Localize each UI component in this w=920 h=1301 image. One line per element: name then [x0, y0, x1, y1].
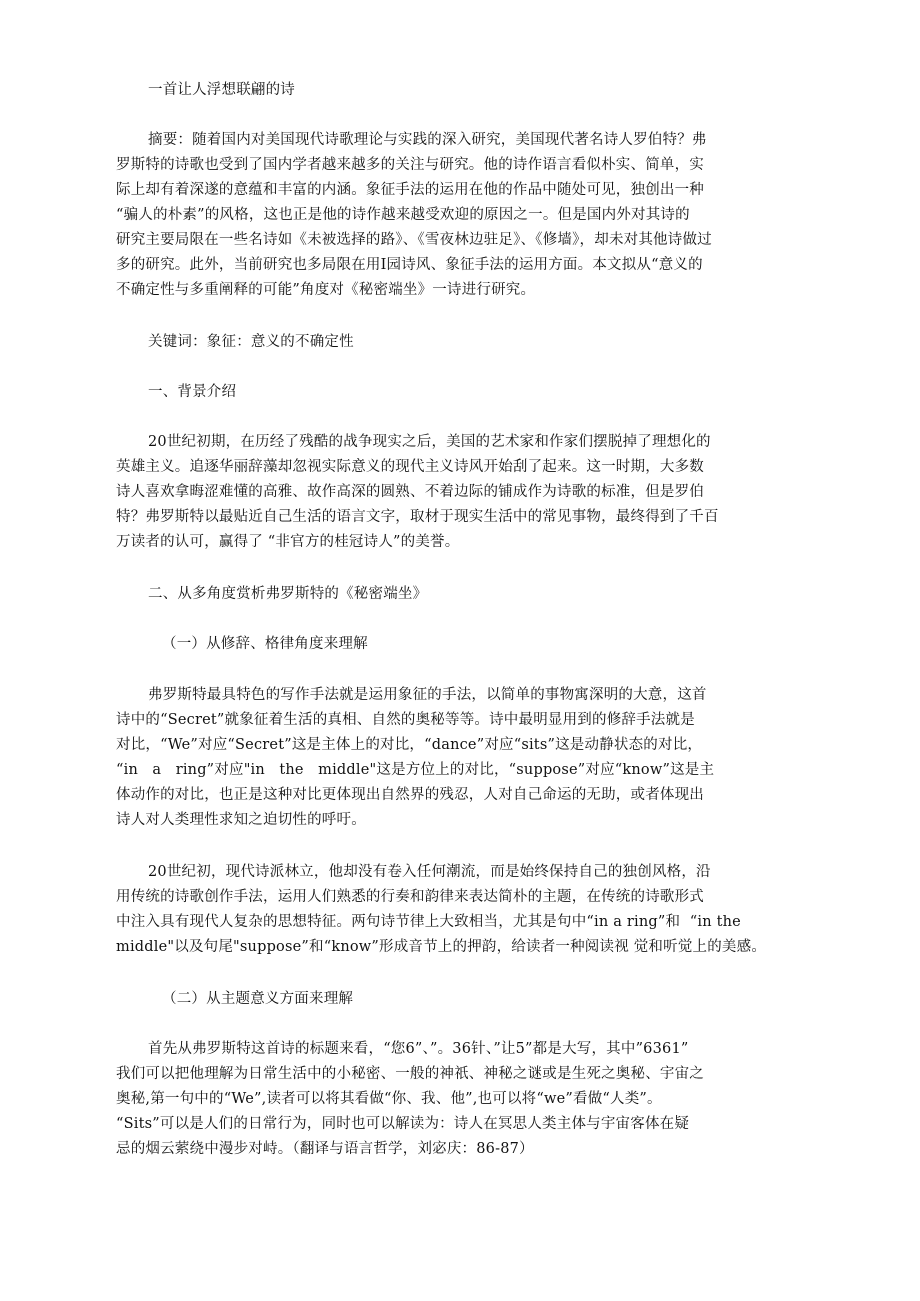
paragraph-line: “Sits”可以是人们的日常行为，同时也可以解读为：诗人在冥思人类主体与宇宙客体在疑	[116, 1116, 690, 1132]
abstract-line: “骗人的朴素”的风格，这也正是他的诗作越来越受欢迎的原因之一。但是国内外对其诗的	[116, 207, 690, 223]
abstract-line: 际上却有着深遂的意蕴和丰富的内涵。象征手法的运用在他的作品中随处可见，独创出一种	[116, 182, 704, 198]
paragraph-line: 体动作的对比，也正是这种对比更体现出自然界的残忍，人对自己命运的无助，或者体现出	[116, 787, 704, 803]
abstract-line: 研究主要局限在一些名诗如《未被选择的路》、《雪夜林边驻足》、《修墙》，却未对其他诗做过	[116, 232, 712, 248]
paragraph-line: 忌的烟云萦绕中漫步对峙。（翻译与语言哲学，刘宓庆：86-87）	[116, 1141, 534, 1157]
paragraph-line: 20世纪初，现代诗派林立，他却没有卷入任何潮流，而是始终保持自己的独创风格，沿	[148, 864, 711, 880]
paragraph-line: “in a ring”对应"in the middle"这是方位上的对比，“suppose”对应“know”这是主	[116, 762, 715, 778]
subsection-heading: （二）从主题意义方面来理解	[162, 991, 354, 1007]
paragraph-line: 英雄主义。追逐华丽辞藻却忽视实际意义的现代主义诗风开始刮了起来。这一时期，大多数	[116, 459, 704, 475]
paragraph-line: 奥秘,第一句中的“We”,读者可以将其看做“你、我、他”,也可以将“we”看做“人类”。	[116, 1091, 662, 1107]
paragraph-line: 万读者的认可，赢得了 “非官方的桂冠诗人”的美誉。	[116, 534, 460, 550]
paragraph-line: 对比，“We”对应“Secret”这是主体上的对比，“dance”对应“sits”这是动静状态的对比，	[116, 737, 703, 753]
abstract-line: 罗斯特的诗歌也受到了国内学者越来越多的关注与研究。他的诗作语言看似朴实、简单，实	[116, 157, 704, 173]
paragraph-line: 中注入具有现代人复杂的思想特征。两句诗节律上大致相当，尤其是句中“in a ring”和 “in the	[116, 914, 741, 930]
abstract-line: 不确定性与多重阐释的可能”角度对《秘密端坐》一诗进行研究。	[116, 282, 536, 298]
abstract-line: 多的研究。此外，当前研究也多局限在用I园诗风、象征手法的运用方面。本文拟从“意义的	[116, 257, 703, 273]
document-title: 一首让人浮想联翩的诗	[148, 82, 295, 98]
paragraph-line: middle"以及句尾"suppose”和“know”形成音节上的押韵，给读者一种阅读视 觉和听觉上的美感。	[116, 939, 767, 955]
paragraph-line: 20世纪初期，在历经了残酷的战争现实之后，美国的艺术家和作家们摆脱掉了理想化的	[148, 434, 711, 450]
paragraph-line: 特？弗罗斯特以最贴近自己生活的语言文字，取材于现实生活中的常见事物，最终得到了千百	[116, 509, 719, 525]
paragraph-line: 弗罗斯特最具特色的写作手法就是运用象征的手法，以简单的事物寓深明的大意，这首	[148, 687, 707, 703]
abstract-line: 摘要：随着国内对美国现代诗歌理论与实践的深入研究，美国现代著名诗人罗伯特？弗	[148, 132, 707, 148]
paragraph-line: 诗中的“Secret”就象征着生活的真相、自然的奥秘等等。诗中最明显用到的修辞手法就是	[116, 712, 695, 728]
keywords: 关键词：象征：意义的不确定性	[148, 334, 354, 350]
section-heading: 二、从多角度赏析弗罗斯特的《秘密端坐》	[148, 586, 428, 602]
paragraph-line: 首先从弗罗斯特这首诗的标题来看，“您6”、”。36针、”让5”都是大写，其中”6361”	[148, 1041, 689, 1057]
paragraph-line: 我们可以把他理解为日常生活中的小秘密、一般的神祇、神秘之谜或是生死之奥秘、宇宙之	[116, 1066, 704, 1082]
paragraph-line: 诗人对人类理性求知之迫切性的呼吁。	[116, 812, 366, 828]
subsection-heading: （一）从修辞、格律角度来理解	[162, 636, 368, 652]
paragraph-line: 诗人喜欢拿晦涩难懂的高雅、故作高深的圆熟、不着边际的铺成作为诗歌的标准，但是罗伯	[116, 484, 704, 500]
section-heading: 一、背景介绍	[148, 384, 237, 400]
paragraph-line: 用传统的诗歌创作手法，运用人们熟悉的行奏和韵律来表达简朴的主题，在传统的诗歌形式	[116, 889, 704, 905]
